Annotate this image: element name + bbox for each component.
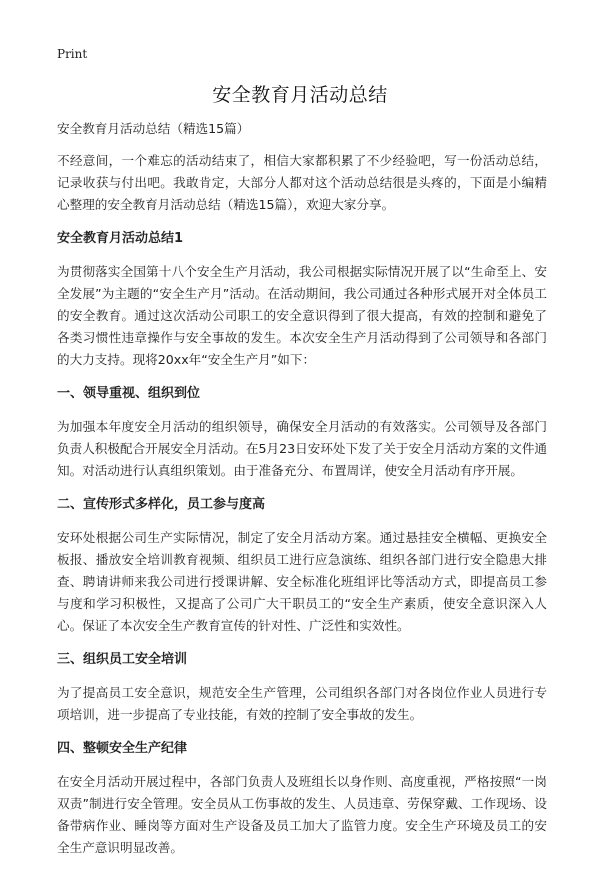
document-subtitle: 安全教育月活动总结（精选15篇） [57,121,250,136]
article-paragraph: 为贯彻落实全国第十八个安全生产月活动，我公司根据实际情况开展了以“生命至上、安全发展”为主题的“安全生产月”活动。在活动期间，我公司通过各种形式展开对全体员工的安全教育。通过这次活动公司职工的安全意识得到了很大提高，有效的控制和避免了各类习惯性违章操作与安全事故的发生。本次安全生产月活动得到了公司领导和各部门的大力支持。现将20xx年“安全生产月”如下： [57,264,547,367]
section-text-3: 为了提高员工安全意识，规范安全生产管理，公司组织各部门对各岗位作业人员进行专项培训，进一步提高了专业技能，有效的控制了安全事故的发生。 [57,685,547,722]
document-body [57,118,547,871]
print-link[interactable]: Print [57,47,88,61]
section-heading-4: 四、整顿安全生产纪律 [57,741,188,756]
section-heading-3: 三、组织员工安全培训 [57,652,188,667]
intro-paragraph: 不经意间，一个难忘的活动结束了，相信大家都积累了不少经验吧，写一份活动总结，记录收获与付出吧。我敢肯定，大部分人都对这个活动总结很是头疼的，下面是小编精心整理的安全教育月活动总结（精选15篇），欢迎大家分享。 [57,153,547,212]
section-text-1: 为加强本年度安全月活动的组织领导，确保安全月活动的有效落实。公司领导及各部门负责人积极配合开展安全月活动。在5月23日安环处下发了关于安全月活动方案的文件通知。对活动进行认真组织策划。由于准备充分、布置周详，使安全月活动有序开展。 [57,419,548,478]
section-heading-1: 一、领导重视、组织到位 [57,386,201,401]
section-heading-2: 二、宣传形式多样化，员工参与度高 [57,497,266,512]
section-text-2: 安环处根据公司生产实际情况，制定了安全月活动方案。通过悬挂安全横幅、更换安全板报、播放安全培训教育视频、组织员工进行应急演练、组织各部门进行安全隐患大排查、聘请讲师来我公司进行授课讲解、安全标准化班组评比等活动方式，即提高员工参与度和学习积极性，又提高了公司广大干职员工的“安全生产素质，使安全意识深入人心。保证了本次安全生产教育宣传的针对性、广泛性和实效性。 [57,530,547,633]
page-title: 安全教育月活动总结 [212,84,388,106]
section-text-4: 在安全月活动开展过程中，各部门负责人及班组长以身作则、高度重视，严格按照“一岗双责”制进行安全管理。安全员从工伤事故的发生、人员违章、劳保穿戴、工作现场、设备带病作业、睡岗等方面对生产设备及员工加大了监管力度。安全生产环境及员工的安全生产意识明显改善。 [57,774,547,855]
article-heading: 安全教育月活动总结1 [57,231,184,246]
